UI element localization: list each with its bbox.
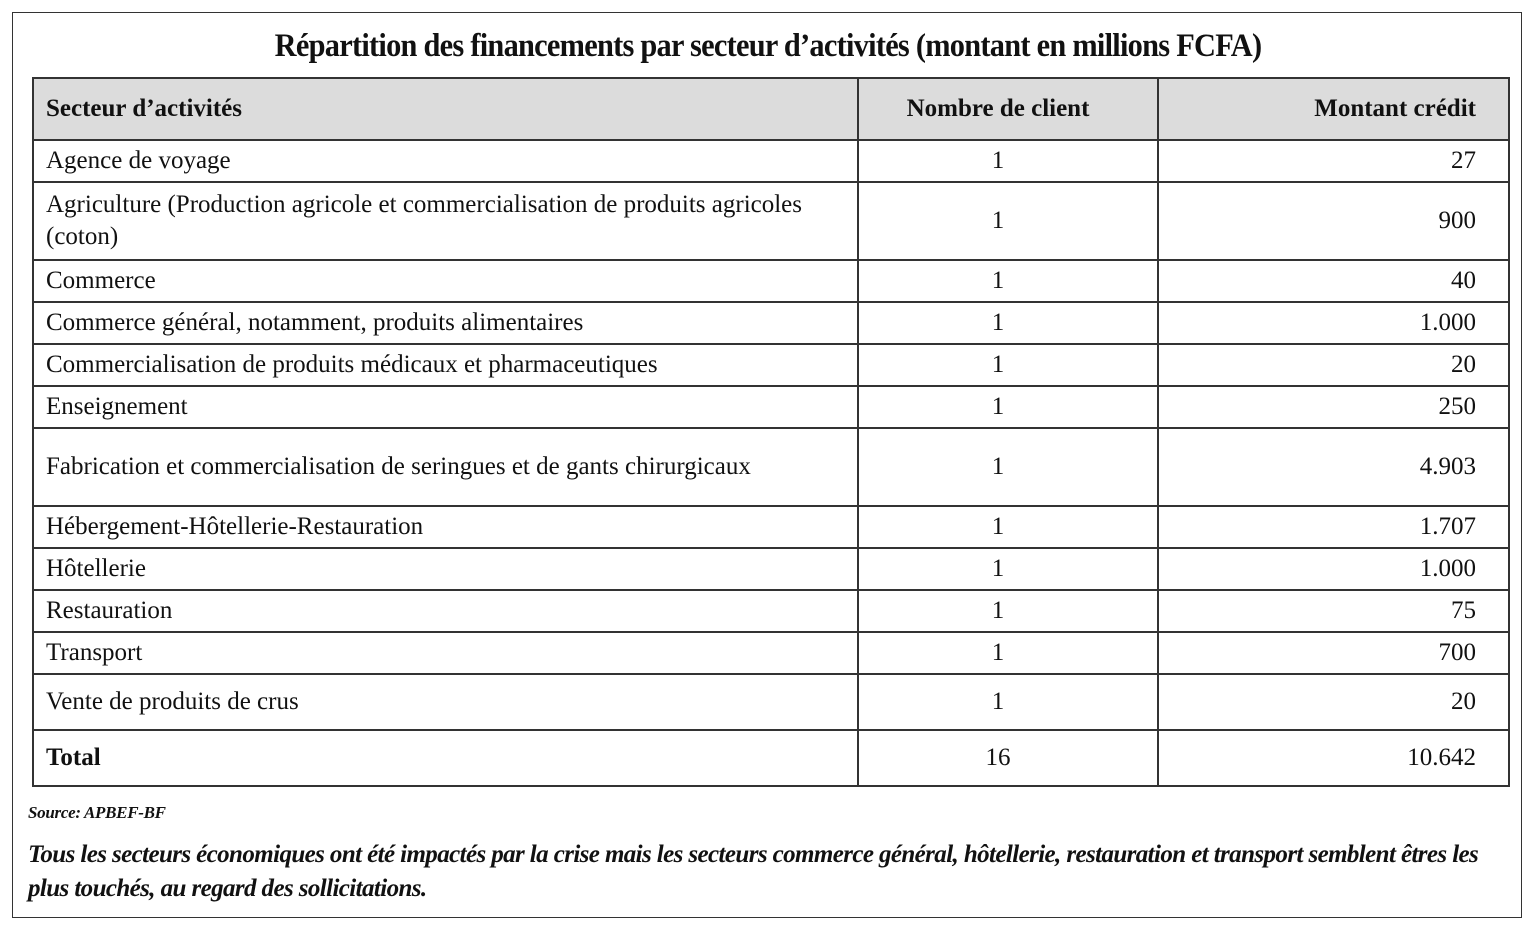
- sector-cell: Enseignement: [33, 386, 858, 428]
- clients-cell: 1: [858, 506, 1158, 548]
- financing-table: [32, 77, 1510, 787]
- clients-cell: 1: [858, 428, 1158, 506]
- amount-cell: 250: [1158, 386, 1509, 428]
- amount-cell: 20: [1158, 344, 1509, 386]
- sector-cell: Fabrication et commercialisation de seringues et de gants chirurgicaux: [33, 428, 858, 506]
- table-row: [33, 548, 1509, 590]
- table-row: [33, 428, 1509, 506]
- amount-cell: 40: [1158, 260, 1509, 302]
- table-header-row: [33, 78, 1509, 140]
- table-row: [33, 344, 1509, 386]
- table-row: [33, 674, 1509, 730]
- table-row: [33, 632, 1509, 674]
- clients-cell: 1: [858, 302, 1158, 344]
- amount-cell: 700: [1158, 632, 1509, 674]
- amount-cell: 1.000: [1158, 548, 1509, 590]
- clients-cell: 1: [858, 260, 1158, 302]
- sector-cell: Agence de voyage: [33, 140, 858, 182]
- table-row: [33, 260, 1509, 302]
- sector-cell: Commerce: [33, 260, 858, 302]
- clients-cell: 1: [858, 140, 1158, 182]
- table-row: [33, 506, 1509, 548]
- clients-cell: 1: [858, 632, 1158, 674]
- table-row: [33, 386, 1509, 428]
- clients-cell: 1: [858, 548, 1158, 590]
- total-amount: 10.642: [1158, 730, 1509, 786]
- amount-cell: 1.707: [1158, 506, 1509, 548]
- amount-cell: 20: [1158, 674, 1509, 730]
- sector-cell: Transport: [33, 632, 858, 674]
- total-clients: 16: [858, 730, 1158, 786]
- sector-cell: Commerce général, notamment, produits alimentaires: [33, 302, 858, 344]
- clients-cell: 1: [858, 674, 1158, 730]
- header-amount: Montant crédit: [1158, 78, 1509, 140]
- clients-cell: 1: [858, 590, 1158, 632]
- clients-cell: 1: [858, 386, 1158, 428]
- page-title: Répartition des financements par secteur d’activités (montant en millions FCFA): [274, 28, 1262, 64]
- sector-cell: Restauration: [33, 590, 858, 632]
- sector-cell: Vente de produits de crus: [33, 674, 858, 730]
- amount-cell: 75: [1158, 590, 1509, 632]
- amount-cell: 900: [1158, 182, 1509, 260]
- clients-cell: 1: [858, 344, 1158, 386]
- table-row: [33, 302, 1509, 344]
- clients-cell: 1: [858, 182, 1158, 260]
- amount-cell: 1.000: [1158, 302, 1509, 344]
- header-clients: Nombre de client: [858, 78, 1158, 140]
- amount-cell: 4.903: [1158, 428, 1509, 506]
- total-label: Total: [33, 730, 858, 786]
- caption-note: Tous les secteurs économiques ont été impactés par la crise mais les secteurs commerce général, hôtellerie, restauration et transport semblent êtres les plus touchés, au regard des sollicitations.: [28, 841, 1479, 902]
- sector-cell: Commercialisation de produits médicaux et pharmaceutiques: [33, 344, 858, 386]
- table-row: [33, 140, 1509, 182]
- source-note: Source: APBEF-BF: [28, 803, 166, 822]
- amount-cell: 27: [1158, 140, 1509, 182]
- table-row: [33, 590, 1509, 632]
- header-sector: Secteur d’activités: [33, 78, 858, 140]
- sector-cell: Hôtellerie: [33, 548, 858, 590]
- sector-cell: Hébergement-Hôtellerie-Restauration: [33, 506, 858, 548]
- total-row: [33, 730, 1509, 786]
- table-row: [33, 182, 1509, 260]
- sector-cell: Agriculture (Production agricole et commercialisation de produits agricoles (coton): [33, 182, 858, 260]
